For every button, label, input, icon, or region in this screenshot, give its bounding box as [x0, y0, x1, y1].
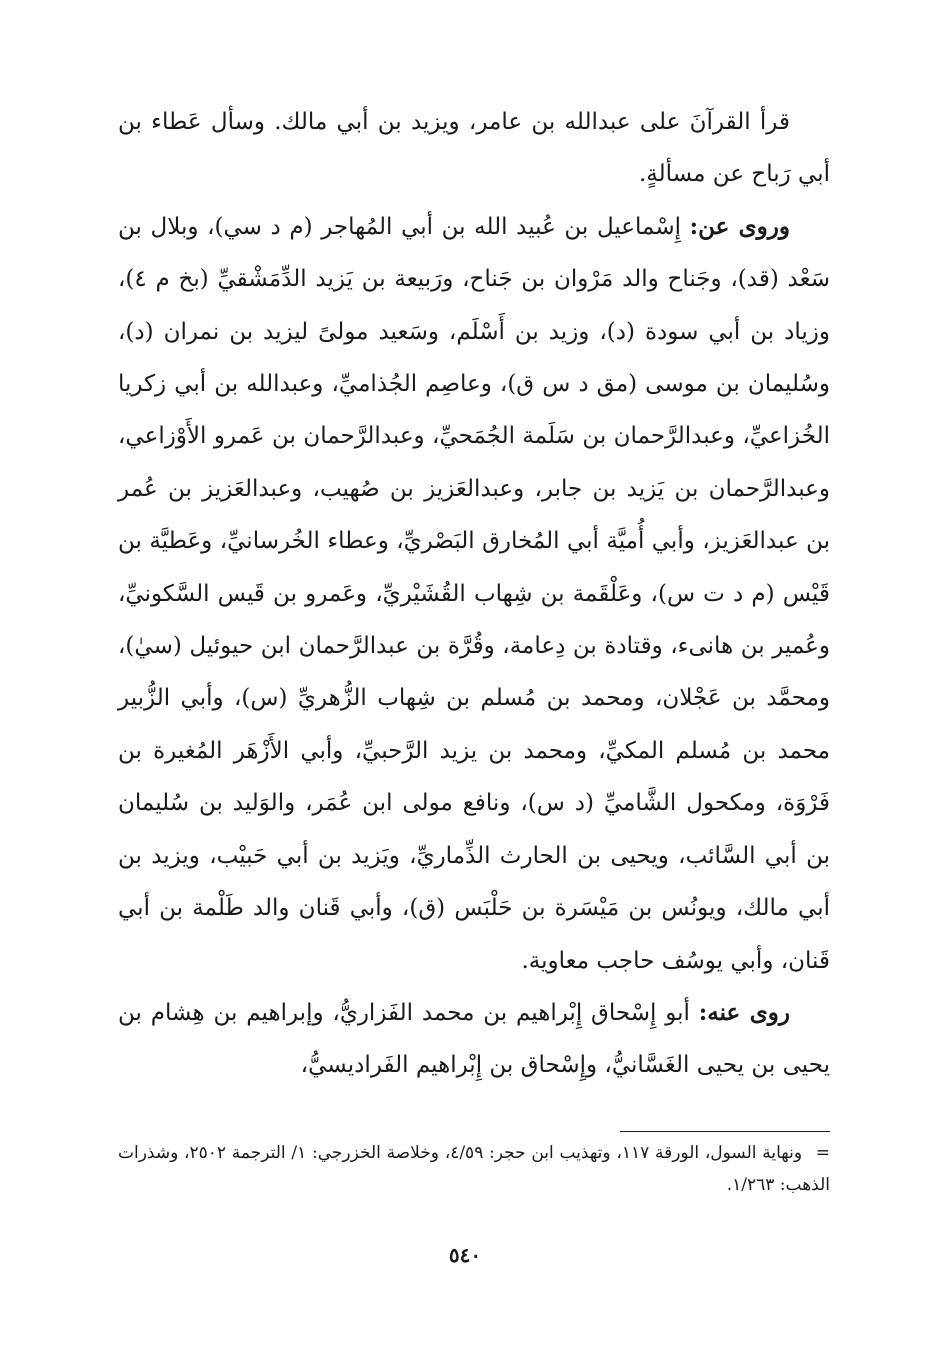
main-text	[118, 96, 830, 1092]
footnote-divider	[620, 1131, 830, 1132]
students-heading: روى عنه:	[698, 998, 791, 1026]
teachers-paragraph	[118, 201, 830, 987]
teachers-list: إِسْماعيل بن عُبيد الله بن أبي المُهاجر (م د سي)، وبلال بن سَعْد (قد)، وجَناح والد مَرْوان بن جَناح، ورَبيعة بن يَزيد الدِّمَشْقيِّ (بخ م ٤)، وزياد بن أبي سودة (د)، وزيد بن أَسْلَم، وسَعيد مولىً ليزيد بن نمران (د)، وسُليمان بن موسى (مق د س ق)، وعاصِم الجُذاميِّ، وعبدالله بن أبي زكريا الخُزاعيِّ، وعبدالرَّحمان بن سَلَمة الجُمَحيِّ، وعبدالرَّحمان بن عَمرو الأَوْزاعي، وعبدالرَّحمان بن يَزيد بن جابر، وعبدالعَزيز بن صُهيب، وعبدالعَزيز بن عُمر بن عبدالعَزيز، وأبي أُميَّة أبي المُخارق البَصْريِّ، وعطاء الخُرسانيِّ، وعَطيَّة بن قَيْس (م د ت س)، وعَلْقَمة بن شِهاب القُشَيْريِّ، وعَمرو بن قَيس السَّكونيِّ، وعُمير بن هانىء، وقتادة بن دِعامة، وقُرَّة بن عبدالرَّحمان ابن حيوئيل (سيٰ)، ومحمَّد بن عَجْلان، ومحمد بن مُسلم بن شِهاب الزُّهريِّ (س)، وأبي الزُّبير محمد بن مُسلم المكيِّ، ومحمد بن يزيد الرَّحبيِّ، وأبي الأَزْهَر المُغيرة بن فَرْوَة، ومكحول الشَّاميِّ (د س)، ونافع مولى ابن عُمَر، والوَليد بن سُليمان بن أبي السَّائب، ويحيى بن الحارث الذِّماريِّ، ويَزيد بن أبي حَبيْب، ويزيد بن أبي مالك، ويونُس بن مَيْسَرة بن حَلْبَس (ق)، وأبي قَنان والد طَلْمة بن أبي قَنان، وأبي يوسُف حاجب معاوية.	[118, 213, 830, 974]
footnote-text: ونهاية السول، الورقة ١١٧، وتهذيب ابن حجر: ٤/٥٩، وخلاصة الخزرجي: ١/ الترجمة ٢٥٠٢، وشذرات الذهب: ١/٢٦٣.	[118, 1143, 830, 1195]
teachers-heading: وروى عن:	[689, 212, 790, 240]
students-paragraph	[118, 987, 830, 1092]
footnote-marker: =	[815, 1143, 831, 1163]
footnote	[118, 1137, 830, 1201]
students-list: أبو إِسْحاق إِبْراهيم بن محمد الفَزاريُّ، وإبراهيم بن هِشام بن يحيى بن يحيى الغَسَّانيُّ، وإِسْحاق بن إِبْراهيم الفَراديسيُّ،	[118, 999, 830, 1079]
page-number: ٥٤٠	[448, 1243, 482, 1267]
intro-paragraph: قرأ القرآنَ على عبدالله بن عامر، ويزيد بن أبي مالك. وسأل عَطاء بن أبي رَباح عن مسألةٍ.	[118, 109, 830, 188]
